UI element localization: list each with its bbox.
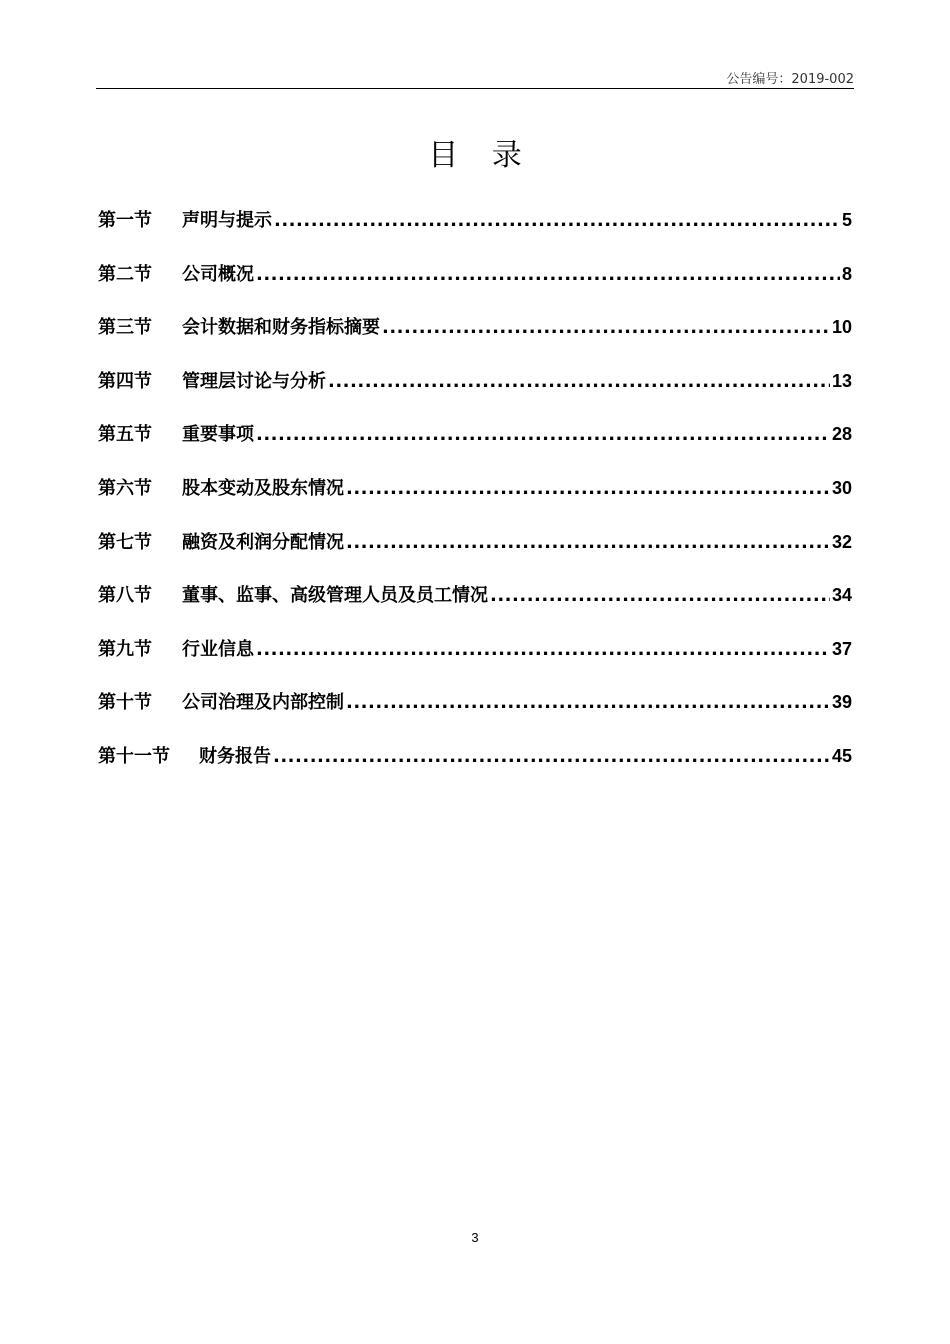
toc-dot-leader (256, 634, 830, 666)
toc-section-number: 第四节 (98, 370, 152, 392)
toc-page-number: 37 (831, 638, 852, 659)
toc-section-number: 第三节 (98, 317, 152, 339)
toc-section-number: 第八节 (98, 585, 152, 607)
toc-item-section-7[interactable] (98, 526, 852, 580)
toc-dot-leader (346, 687, 830, 719)
toc-page-number: 34 (831, 585, 852, 606)
toc-section-number: 第九节 (98, 638, 152, 660)
toc-item-section-10[interactable] (98, 686, 852, 740)
announcement-number: 公告编号：2019-002 (726, 72, 854, 87)
toc-section-title: 行业信息 (182, 638, 254, 660)
toc-page-number: 13 (831, 370, 852, 391)
toc-section-number: 第七节 (98, 531, 152, 553)
toc-item-section-6[interactable] (98, 472, 852, 526)
toc-item-section-2[interactable] (98, 258, 852, 312)
toc-page-number: 5 (841, 210, 852, 230)
toc-item-section-5[interactable] (98, 418, 852, 472)
toc-dot-leader (273, 741, 830, 773)
toc-section-title: 财务报告 (199, 745, 271, 767)
toc-section-title: 公司治理及内部控制 (182, 692, 344, 714)
toc-section-number: 第二节 (98, 263, 152, 285)
toc-section-title: 股本变动及股东情况 (182, 477, 344, 499)
toc-section-title: 融资及利润分配情况 (182, 531, 344, 553)
toc-section-title: 董事、监事、高级管理人员及员工情况 (182, 585, 488, 607)
toc-item-section-1[interactable] (98, 204, 852, 258)
toc-section-title: 管理层讨论与分析 (182, 370, 326, 392)
toc-section-number: 第六节 (98, 477, 152, 499)
toc-dot-leader (490, 580, 830, 612)
toc-page-number: 39 (831, 692, 852, 713)
toc-dot-leader (346, 527, 830, 559)
footer-page-number: 3 (471, 1230, 479, 1245)
toc-dot-leader (256, 419, 830, 451)
page-title: 目 录 (428, 138, 534, 173)
toc-section-title: 声明与提示 (182, 210, 272, 231)
toc-page-number: 28 (831, 424, 852, 445)
toc-item-section-8[interactable] (98, 579, 852, 633)
toc-page-number: 8 (841, 263, 852, 284)
toc-dot-leader (328, 366, 830, 398)
toc-item-section-9[interactable] (98, 633, 852, 687)
toc-dot-leader (274, 205, 840, 237)
toc-page-number: 30 (831, 477, 852, 498)
table-of-contents (98, 204, 852, 794)
toc-dot-leader (346, 473, 830, 505)
toc-section-number: 第一节 (98, 210, 152, 231)
toc-dot-leader (256, 259, 840, 291)
toc-section-number: 第十节 (98, 692, 152, 714)
toc-section-title: 公司概况 (182, 263, 254, 285)
toc-page-number: 45 (831, 745, 852, 766)
toc-page-number: 32 (831, 531, 852, 552)
toc-dot-leader (382, 312, 830, 344)
toc-item-section-3[interactable] (98, 311, 852, 365)
toc-section-number: 第五节 (98, 424, 152, 446)
toc-section-title: 重要事项 (182, 424, 254, 446)
header-divider (96, 88, 854, 89)
toc-item-section-4[interactable] (98, 365, 852, 419)
toc-section-title: 会计数据和财务指标摘要 (182, 317, 380, 339)
toc-section-number: 第十一节 (98, 745, 170, 767)
toc-page-number: 10 (831, 317, 852, 338)
toc-item-section-11[interactable] (98, 740, 852, 794)
